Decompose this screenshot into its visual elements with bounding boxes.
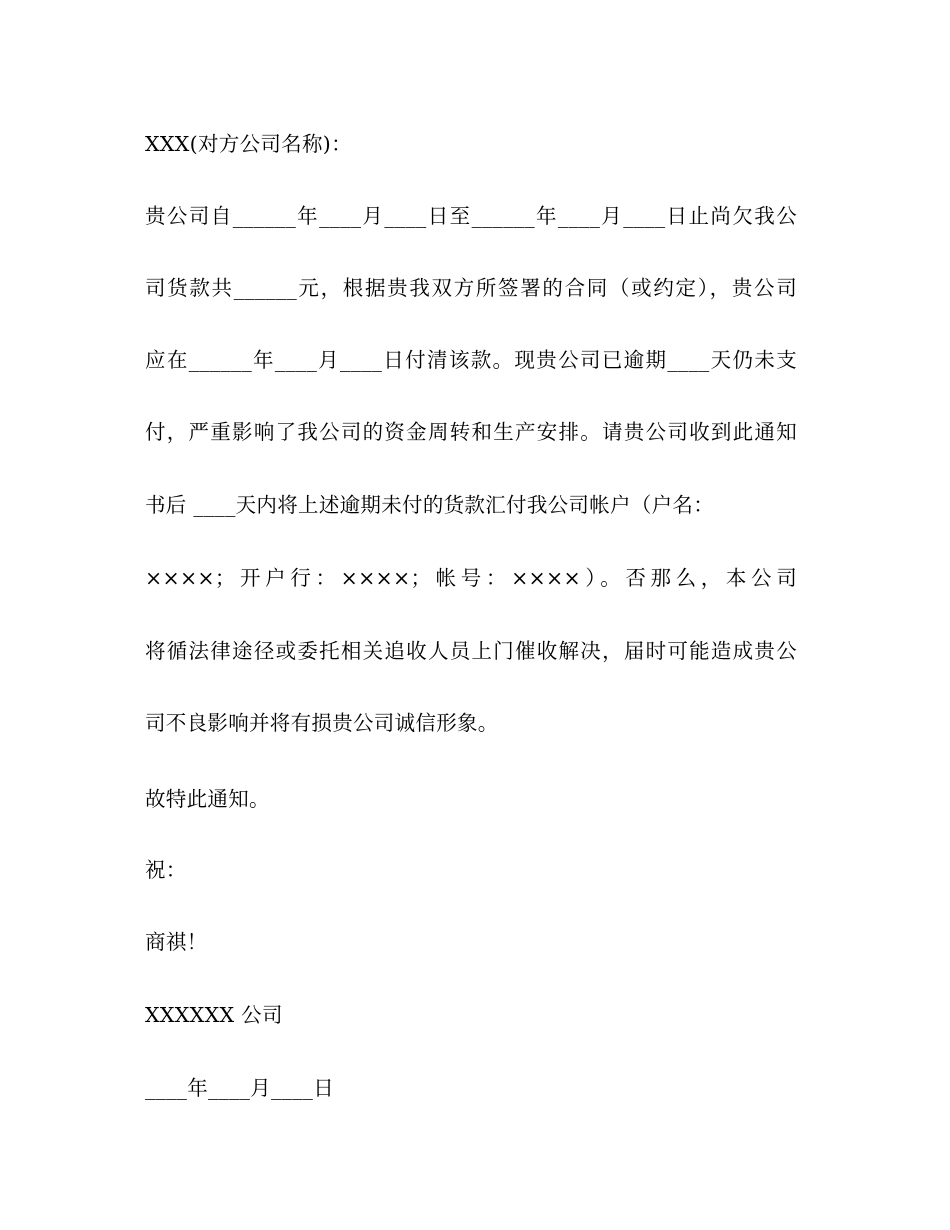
body-line-5: 书后 ____天内将上述逾期未付的货款汇付我公司帐户（户名： [145, 493, 715, 517]
body-line-7: 将循法律途径或委托相关追收人员上门催收解决，届时可能造成贵公 [145, 639, 797, 663]
body-line-2: 司货款共______元，根据贵我双方所签署的合同（或约定），贵公司 [145, 276, 797, 300]
signature-company: XXXXXX 公司 [145, 1003, 283, 1027]
body-line-1: 贵公司自______年____月____日至______年____月____日止尚欠我公 [145, 204, 797, 228]
date-line: ____年____月____日 [145, 1076, 334, 1100]
body-line-6: ××××；开户行：××××；帐号：××××）。否那么，本公司 [145, 566, 797, 590]
body-line-8: 司不良影响并将有损贵公司诚信形象。 [145, 711, 499, 735]
wishes: 商祺！ [145, 930, 208, 954]
body-line-4: 付，严重影响了我公司的资金周转和生产安排。请贵公司收到此通知 [145, 420, 797, 444]
greeting: 祝： [145, 858, 187, 882]
salutation: XXX(对方公司名称)： [145, 132, 352, 156]
body-line-3: 应在______年____月____日付清该款。现贵公司已逾期____天仍未支 [145, 348, 797, 372]
closing-notice: 故特此通知。 [145, 787, 270, 811]
